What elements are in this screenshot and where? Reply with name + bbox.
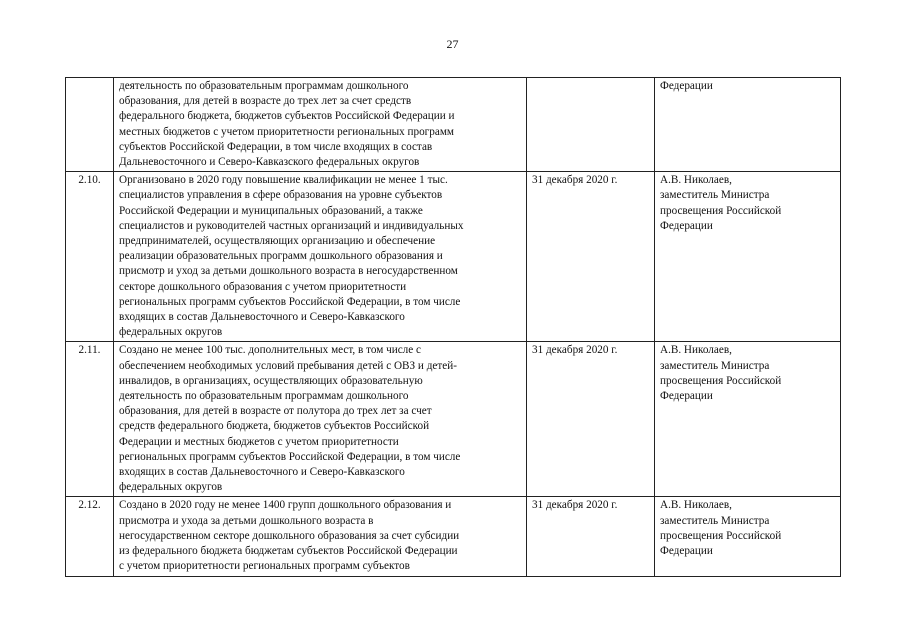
table-row <box>66 497 841 576</box>
measure-text: Создано не менее 100 тыс. дополнительных мест, в том числе с обеспечением необходимых условий пребывания детей с ОВЗ и детей- инвалидов, в организациях, осуществляющих образовательную деятельность по образовательным программам дошкольного образования, для детей в возрасте от полутора до трех лет за счет средств федерального бюджета, бюджетов субъектов Российской Федерации и местных бюджетов с учетом приоритетности региональных программ субъектов Российской Федерации, в том числе входящих в состав Дальневосточного и Северо-Кавказского федеральных округов <box>114 342 527 497</box>
measure-text: Создано в 2020 году не менее 1400 групп дошкольного образования и присмотра и ухода за детьми дошкольного возраста в негосударственном секторе дошкольного образования за счет субсидии из федерального бюджета бюджетам субъектов Российской Федерации с учетом приоритетности региональных программ субъектов <box>114 497 527 576</box>
measure-text: деятельность по образовательным программам дошкольного образования, для детей в возрасте до трех лет за счет средств федерального бюджета, бюджетов субъектов Российской Федерации и местных бюджетов с учетом приоритетности региональных программ субъектов Российской Федерации, в том числе входящих в состав Дальневосточного и Северо-Кавказского федеральных округов <box>114 78 527 172</box>
measures-table <box>65 77 841 577</box>
deadline: 31 декабря 2020 г. <box>527 172 655 342</box>
measure-text: Организовано в 2020 году повышение квалификации не менее 1 тыс. специалистов управления в сфере образования на уровне субъектов Российской Федерации и муниципальных образований, а также специалистов и руководителей частных организаций и индивидуальных предпринимателей, осуществляющих организацию и обеспечение реализации образовательных программ дошкольного образования и присмотр и уход за детьми дошкольного возраста в негосударственном секторе дошкольного образования с учетом приоритетности региональных программ субъектов Российской Федерации, в том числе входящих в состав Дальневосточного и Северо-Кавказского федеральных округов <box>114 172 527 342</box>
table-row <box>66 172 841 342</box>
table-row <box>66 342 841 497</box>
responsible-person: Федерации <box>655 78 841 172</box>
row-number: 2.12. <box>66 497 114 576</box>
responsible-person: А.В. Николаев, заместитель Министра просвещения Российской Федерации <box>655 342 841 497</box>
table-row <box>66 78 841 172</box>
responsible-person: А.В. Николаев, заместитель Министра просвещения Российской Федерации <box>655 172 841 342</box>
row-number <box>66 78 114 172</box>
deadline <box>527 78 655 172</box>
responsible-person: А.В. Николаев, заместитель Министра просвещения Российской Федерации <box>655 497 841 576</box>
row-number: 2.11. <box>66 342 114 497</box>
deadline: 31 декабря 2020 г. <box>527 497 655 576</box>
row-number: 2.10. <box>66 172 114 342</box>
page-number: 27 <box>446 37 459 51</box>
deadline: 31 декабря 2020 г. <box>527 342 655 497</box>
